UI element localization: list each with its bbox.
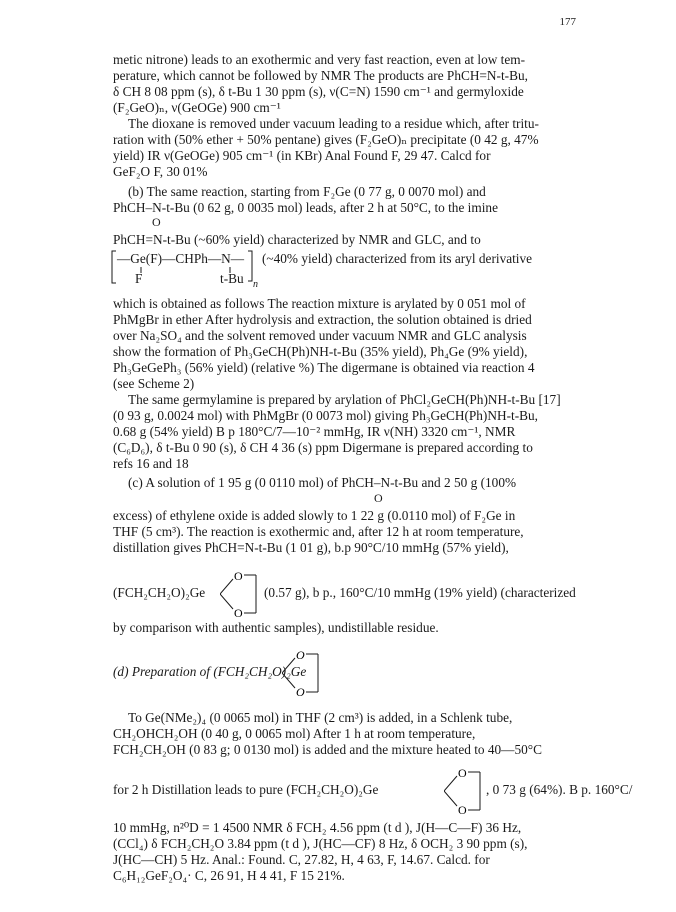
- polymer-substituent-tbu: t-Bu: [220, 271, 244, 286]
- polymer-substituent-f: F: [135, 271, 143, 286]
- text-line: by comparison with authentic samples), undistillable residue.: [113, 620, 439, 635]
- text-line: for 2 h Distillation leads to pure (FCH₂CH₂O)₂Ge: [113, 782, 379, 797]
- dioxagermolane-ring: [444, 765, 488, 817]
- text-line: CH₂OHCH₂OH (0 40 g, 0 0065 mol) After 1 h at room temperature,: [113, 726, 476, 741]
- text-line: (C₆D₆), δ t-Bu 0 90 (s), δ CH 4 36 (s) ppm Digermane is prepared according to: [113, 440, 533, 455]
- text-line: excess) of ethylene oxide is added slowly to 1 22 g (0.0110 mol) of F₂Ge in: [113, 508, 516, 523]
- text-line: show the formation of Ph₃GeCH(Ph)NH-t-Bu (35% yield), Ph₄Ge (9% yield),: [113, 344, 528, 359]
- polymer-subscript: n: [253, 279, 258, 290]
- text-line: perature, which cannot be followed by NMR The products are PhCH=N-t-Bu,: [113, 68, 528, 83]
- text-line: The same germylamine is prepared by arylation of PhCl₂GeCH(Ph)NH-t-Bu [17]: [128, 392, 561, 407]
- nitrone-oxygen: O: [374, 491, 383, 505]
- svg-text:O: O: [296, 685, 305, 699]
- text-line: 10 mmHg, n²⁰D = 1 4500 NMR δ FCH₂ 4.56 ppm (t d ), J(H—C—F) 36 Hz,: [113, 820, 522, 835]
- text-line: (see Scheme 2): [113, 376, 195, 391]
- text-line: (c) A solution of 1 95 g (0 0110 mol) of PhCH–N-t-Bu and 2 50 g (100%: [128, 475, 517, 490]
- svg-text:O: O: [458, 803, 467, 817]
- text-line: FCH₂CH₂OH (0 83 g; 0 0130 mol) is added and the mixture heated to 40—50°C: [113, 742, 542, 757]
- text-line: PhCH=N-t-Bu (~60% yield) characterized by NMR and GLC, and to: [113, 232, 481, 247]
- svg-text:O: O: [458, 766, 467, 780]
- text-line: (FCH₂CH₂O)₂Ge: [113, 585, 206, 600]
- text-line: which is obtained as follows The reaction mixture is arylated by 0 051 mol of: [113, 296, 526, 311]
- svg-text:O: O: [234, 606, 243, 620]
- text-line: C₆H₁₂GeF₂O₄· C, 26 91, H 4 41, F 15 21%.: [113, 868, 345, 883]
- dioxagermolane-ring: [220, 568, 264, 620]
- text-line: δ CH 8 08 ppm (s), δ t-Bu 1 30 ppm (s), ν(C=N) 1590 cm⁻¹ and germyloxide: [113, 84, 524, 99]
- text-line: THF (5 cm³). The reaction is exothermic and, after 12 h at room temperature,: [113, 524, 524, 539]
- svg-text:O: O: [234, 569, 243, 583]
- text-line: The dioxane is removed under vacuum leading to a residue which, after tritu-: [128, 116, 539, 131]
- nitrone-oxygen: O: [152, 215, 161, 229]
- text-line: PhCH–N-t-Bu (0 62 g, 0 0035 mol) leads, after 2 h at 50°C, to the imine: [113, 200, 498, 215]
- dioxagermolane-ring: [282, 647, 326, 699]
- text-line: J(HC—CH) 5 Hz. Anal.: Found. C, 27.82, H, 4 63, F, 14.67. Calcd. for: [113, 852, 490, 867]
- text-line: over Na₂SO₄ and the solvent removed under vacuum NMR and GLC analysis: [113, 328, 527, 343]
- text-line: Ph₃GeGePh₃ (56% yield) (relative %) The digermane is obtained via reaction 4: [113, 360, 535, 375]
- text-line: To Ge(NMe₂)₄ (0 0065 mol) in THF (2 cm³) is added, in a Schlenk tube,: [128, 710, 513, 725]
- text-line: , 0 73 g (64%). B p. 160°C/: [486, 782, 633, 797]
- polymer-chain: —Ge(F)—CHPh—N—: [117, 251, 245, 266]
- text-line: ration with (50% ether + 50% pentane) gives (F₂GeO)ₙ precipitate (0 42 g, 47%: [113, 132, 539, 147]
- text-line: (0 93 g, 0.0024 mol) with PhMgBr (0 0073 mol) giving Ph₃GeCH(Ph)NH-t-Bu,: [113, 408, 538, 423]
- section-heading: (d) Preparation of (FCH₂CH₂O)₂Ge: [113, 664, 307, 679]
- text-line: (CCl₄) δ FCH₂CH₂O 3.84 ppm (t d ), J(HC—CF) 8 Hz, δ OCH₂ 3 90 ppm (s),: [113, 836, 528, 851]
- text-line: 0.68 g (54% yield) B p 180°C/7—10⁻² mmHg, IR ν(NH) 3320 cm⁻¹, NMR: [113, 424, 516, 439]
- page-number: 177: [559, 16, 576, 28]
- text-line: (F₂GeO)ₙ, ν(GeOGe) 900 cm⁻¹: [113, 100, 281, 115]
- text-line: refs 16 and 18: [113, 456, 189, 471]
- svg-text:O: O: [296, 648, 305, 662]
- polymer-description: (~40% yield) characterized from its aryl derivative: [262, 251, 533, 266]
- text-line: (0.57 g), b p., 160°C/10 mmHg (19% yield) (characterized: [264, 585, 576, 600]
- text-line: metic nitrone) leads to an exothermic and very fast reaction, even at low tem-: [113, 52, 526, 67]
- text-line: yield) IR ν(GeOGe) 905 cm⁻¹ (in KBr) Anal Found F, 29 47. Calcd for: [113, 148, 491, 163]
- text-line: GeF₂O F, 30 01%: [113, 164, 208, 179]
- text-line: distillation gives PhCH=N-t-Bu (1 01 g), b.p 90°C/10 mmHg (57% yield),: [113, 540, 509, 555]
- text-line: (b) The same reaction, starting from F₂Ge (0 77 g, 0 0070 mol) and: [128, 184, 486, 199]
- text-line: PhMgBr in ether After hydrolysis and extraction, the solution obtained is dried: [113, 312, 532, 327]
